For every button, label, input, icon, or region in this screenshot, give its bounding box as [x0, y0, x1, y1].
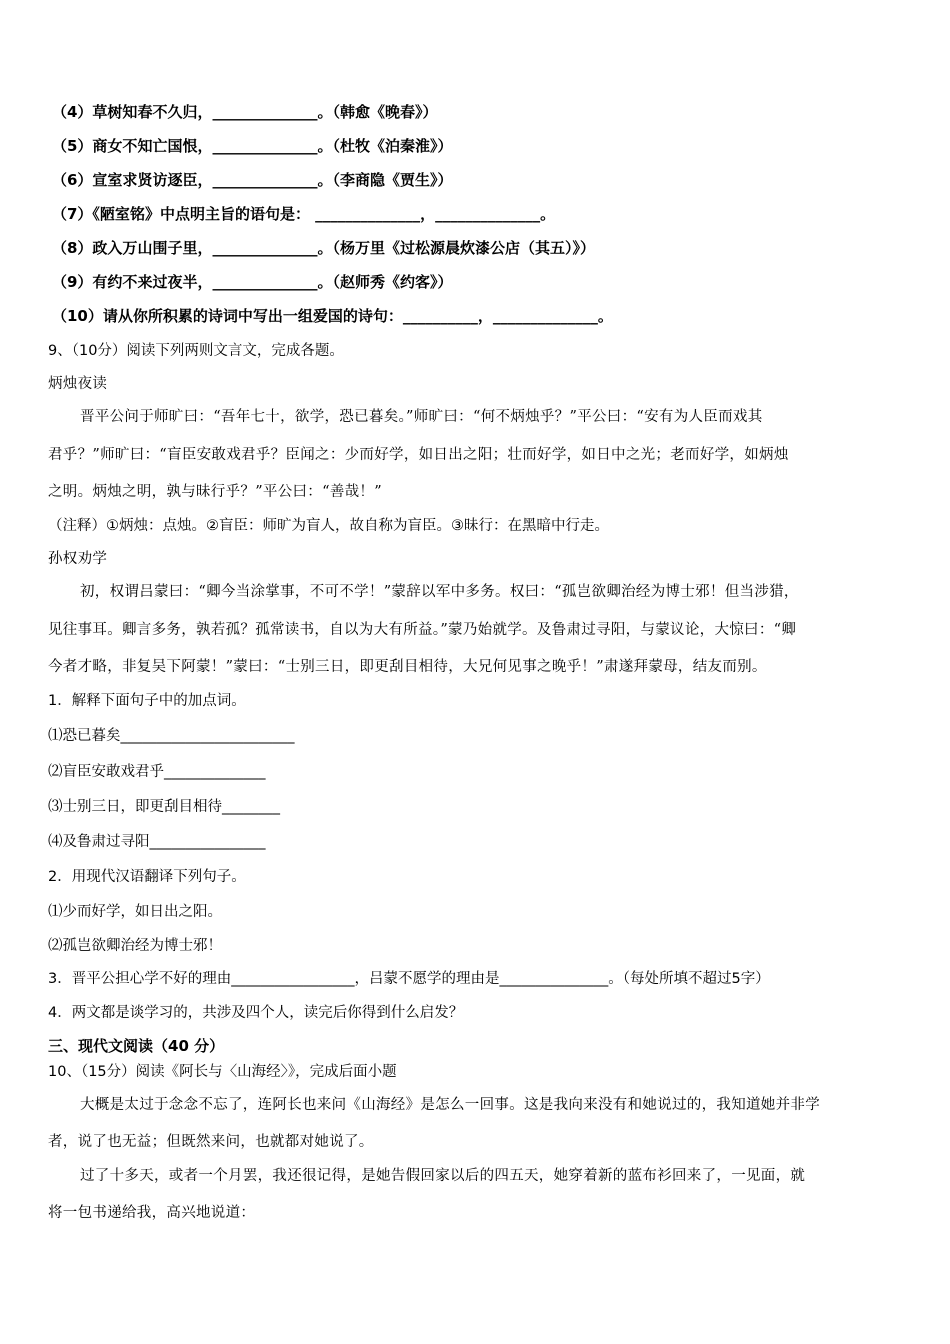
passage-1-line: 晋平公问于师旷曰：“吾年七十，欲学，恐已暮矣。”师旷曰：“何不炳烛乎？”平公曰：“安有为人臣而戏其	[80, 409, 763, 425]
passage-3-line: 大概是太过于念念不忘了，连阿长也来问《山海经》是怎么一回事。这是我向来没有和她说过的，我知道她并非学	[80, 1097, 820, 1113]
section-3-title: 三、现代文阅读（40 分）	[48, 1037, 225, 1055]
recitation-item-9: （9）有约不来过夜半，______________。（赵师秀《约客》）	[52, 273, 453, 291]
recitation-item-8: （8）政入万山围子里，______________。（杨万里《过松源晨炊漆公店（其五）》）	[52, 239, 595, 257]
subquestion-1-item: ⑵盲臣安敢戏君乎______________	[48, 764, 266, 780]
passage-3-line: 将一包书递给我，高兴地说道：	[48, 1205, 256, 1221]
question-9-header: 9、（10分）阅读下列两则文言文，完成各题。	[48, 343, 344, 359]
passage-1-line: 君乎？”师旷曰：“盲臣安敢戏君乎？臣闻之：少而好学，如日出之阳；壮而好学，如日中之光；老而好学，如炳烛	[48, 447, 789, 463]
recitation-item-4: （4）草树知春不久归，______________。（韩愈《晚春》）	[52, 103, 438, 121]
subquestion-1-item: ⑶士别三日，即更刮目相待________	[48, 799, 280, 815]
recitation-item-6: （6）宣室求贤访逐臣，______________。（李商隐《贾生》）	[52, 171, 453, 189]
subquestion-4: 4．两文都是谈学习的，共涉及四个人，读完后你得到什么启发？	[48, 1005, 464, 1021]
subquestion-2-item: ⑴少而好学，如日出之阳。	[48, 904, 222, 920]
question-10-header: 10、（15分）阅读《阿长与〈山海经〉》，完成后面小题	[48, 1064, 397, 1080]
subquestion-3: 3．晋平公担心学不好的理由_________________，吕蒙不愿学的理由是_______________。（每处所填不超过5字）	[48, 971, 770, 987]
subquestion-1: 1．解释下面句子中的加点词。	[48, 693, 246, 709]
subquestion-1-item: ⑷及鲁肃过寻阳________________	[48, 834, 266, 850]
passage-2-line: 见往事耳。卿言多务，孰若孤？孤常读书，自以为大有所益。”蒙乃始就学。及鲁肃过寻阳，与蒙议论，大惊曰：“卿	[48, 622, 797, 638]
subquestion-2: 2．用现代汉语翻译下列句子。	[48, 869, 246, 885]
passage-3-line: 者，说了也无益；但既然来问，也就都对她说了。	[48, 1134, 374, 1150]
passage-2-line: 今者才略，非复吴下阿蒙！”蒙曰：“士别三日，即更刮目相待，大兄何见事之晚乎！”肃遂拜蒙母，结友而别。	[48, 659, 767, 675]
passage-1-note: （注释）①炳烛：点烛。②盲臣：师旷为盲人，故自称为盲臣。③昧行：在黑暗中行走。	[48, 518, 609, 534]
recitation-item-7: （7）《陋室铭》中点明主旨的语句是： ______________，______________。	[52, 205, 556, 223]
recitation-item-10: （10）请从你所积累的诗词中写出一组爱国的诗句：__________，______________。	[52, 307, 613, 325]
passage-3-line: 过了十多天，或者一个月罢，我还很记得，是她告假回家以后的四五天，她穿着新的蓝布衫回来了，一见面，就	[80, 1168, 806, 1184]
subquestion-2-item: ⑵孤岂欲卿治经为博士邪！	[48, 938, 222, 954]
passage-2-line: 初，权谓吕蒙曰：“卿今当涂掌事，不可不学！”蒙辞以军中多务。权曰：“孤岂欲卿治经为博士邪！但当涉猎，	[80, 584, 799, 600]
passage-2-title: 孙权劝学	[48, 551, 108, 567]
passage-1-line: 之明。炳烛之明，孰与昧行乎？”平公曰：“善哉！”	[48, 484, 382, 500]
subquestion-1-item: ⑴恐已暮矣________________________	[48, 728, 295, 744]
passage-1-title: 炳烛夜读	[48, 376, 108, 392]
recitation-item-5: （5）商女不知亡国恨，______________。（杜牧《泊秦淮》）	[52, 137, 453, 155]
